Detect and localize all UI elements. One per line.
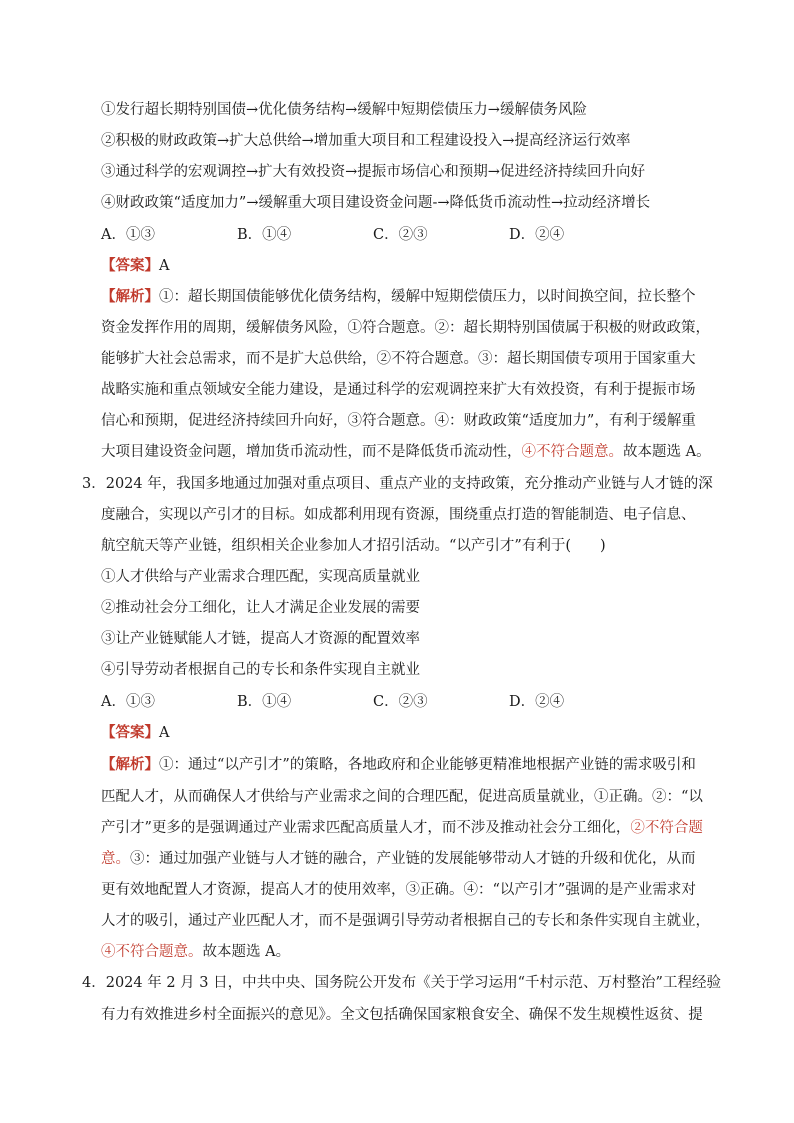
q2-answer [101,255,684,277]
q3-choice-d: D．②④ [509,694,565,710]
q2-option-1: ①发行超长期特别国债→优化债务结构→缓解中短期偿债压力→缓解债务风险 [101,102,587,118]
analysis-text: ①：超长期国债能够优化债务结构，缓解中短期偿债压力，以时间换空间，拉长整个 [159,289,696,305]
analysis-tag: 【解析】 [101,288,159,305]
q3-analysis-line-3 [101,817,703,839]
q3-option-1: ①人才供给与产业需求合理匹配，实现高质量就业 [101,569,420,585]
q3-stem-line-1: 3．2024 年，我国多地通过加强对重点项目、重点产业的支持政策，充分推动产业链与人才链的深 [82,476,713,492]
analysis-text: 产引才”更多的是强调通过产业需求匹配高质量人才，而不涉及推动社会分工细化， [101,820,631,836]
q3-option-4: ④引导劳动者根据自己的专长和条件实现自主就业 [101,662,420,678]
analysis-highlight: ④不符合题意。 [521,444,623,460]
q3-option-2: ②推动社会分工细化，让人才满足企业发展的需要 [101,600,420,616]
answer-tag: 【答案】 [101,257,159,274]
q2-choice-a: A．①③ [101,227,155,243]
q2-analysis-line-3: 能够扩大社会总需求，而不是扩大总供给，②不符合题意。③：超长期国债专项用于国家重大 [101,351,696,367]
q2-analysis-line-5: 信心和预期，促进经济持续回升向好，③符合题意。④：财政政策“适度加力”，有利于缓解重 [101,413,696,429]
q3-choices [101,691,684,713]
q2-choice-c: C．②③ [373,227,428,243]
q2-choice-b: B．①④ [237,227,292,243]
q3-choice-b: B．①④ [237,694,292,710]
q3-analysis-line-4 [101,848,696,870]
analysis-highlight: 意。 [101,851,130,867]
q3-answer [101,722,684,744]
q2-option-2: ②积极的财政政策→扩大总供给→增加重大项目和工程建设投入→提高经济运行效率 [101,133,631,149]
q3-analysis-line-2: 匹配人才，从而确保人才供给与产业需求之间的合理匹配，促进高质量就业，①正确。②：“以 [101,789,703,805]
analysis-text: ①：通过“以产引才”的策略，各地政府和企业能够更精准地根据产业链的需求吸引和 [159,757,696,773]
analysis-conclusion: 故本题选 A。 [623,444,711,460]
q2-choice-d: D．②④ [509,227,565,243]
answer-tag: 【答案】 [101,724,159,741]
q3-stem-line-3: 航空航天等产业链，组织相关企业参加人才招引活动。“以产引才”有利于( ) [101,538,606,554]
q3-option-3: ③让产业链赋能人才链，提高人才资源的配置效率 [101,631,420,647]
q3-analysis-line-7 [101,941,684,963]
q4-stem-line-2: 有力有效推进乡村全面振兴的意见》。全文包括确保国家粮食安全、确保不发生规模性返贫、提 [101,1007,703,1023]
q3-analysis-line-6: 人才的吸引，通过产业匹配人才，而不是强调引导劳动者根据自己的专长和条件实现自主就业， [101,913,710,929]
q3-choice-c: C．②③ [373,694,428,710]
analysis-conclusion: 故本题选 A。 [202,944,291,960]
analysis-highlight: ④不符合题意。 [101,944,203,960]
answer-value: A [159,725,170,741]
q2-analysis-line-2: 资金发挥作用的周期，缓解债务风险，①符合题意。②：超长期特别国债属于积极的财政政策， [101,320,710,336]
analysis-highlight: ②不符合题 [630,820,703,836]
q2-analysis-line-6 [101,441,711,463]
analysis-text: 大项目建设资金问题，增加货币流动性，而不是降低货币流动性， [101,444,522,460]
analysis-tag: 【解析】 [101,756,159,773]
q3-stem-line-2: 度融合，实现以产引才的目标。如成都利用现有资源，围绕重点打造的智能制造、电子信息、 [101,507,696,523]
q4-stem-line-1: 4．2024 年 2 月 3 日，中共中央、国务院公开发布《关于学习运用“千村示范、万村整治”工程经验 [82,975,721,991]
q3-analysis-line-1 [101,754,696,776]
q3-choice-a: A．①③ [101,694,155,710]
q3-analysis-line-5: 更有效地配置人才资源，提高人才的使用效率，③正确。④：“以产引才”强调的是产业需求对 [101,882,696,898]
q2-choices [101,224,684,246]
q2-option-4: ④财政政策“适度加力”→缓解重大项目建设资金问题-→降低货币流动性→拉动经济增长 [101,195,651,211]
q2-option-3: ③通过科学的宏观调控→扩大有效投资→提振市场信心和预期→促进经济持续回升向好 [101,164,645,180]
answer-value: A [159,258,170,274]
analysis-text: ③：通过加强产业链与人才链的融合，产业链的发展能够带动人才链的升级和优化，从而 [130,851,696,867]
q2-analysis-line-1 [101,286,696,308]
q2-analysis-line-4: 战略实施和重点领域安全能力建设，是通过科学的宏观调控来扩大有效投资，有利于提振市场 [101,382,696,398]
